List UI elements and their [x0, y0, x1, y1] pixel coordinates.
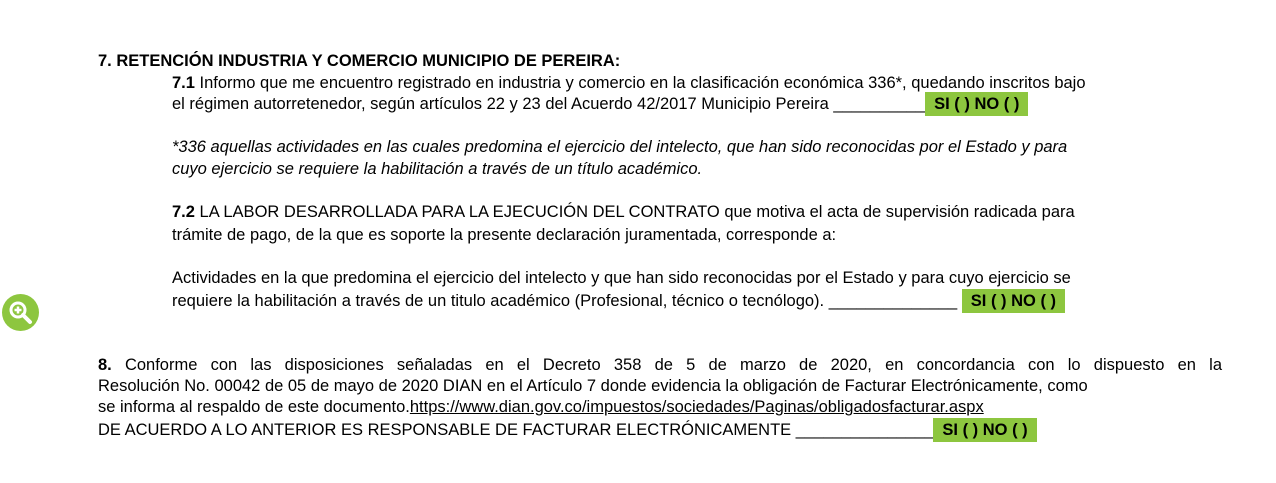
answer-blank[interactable]: ______________ [828, 292, 958, 310]
activities-line-1: Actividades en la que predomina el ejercicio del intelecto y que han sido reconocidas por el Estado y para cuyo ejercicio se [172, 269, 1071, 287]
answer-blank[interactable]: __________ [833, 95, 926, 113]
section-8-text-1: Conforme con las disposiciones señaladas en el Decreto 358 de 5 de marzo de 2020, en concordancia con lo dispuesto en la [111, 356, 1222, 374]
zoom-in-button[interactable] [2, 294, 39, 331]
paragraph-7-1-text-2: el régimen autorretenedor, según artículos 22 y 23 del Acuerdo 42/2017 Municipio Pereira [172, 95, 834, 113]
section-8-line-1 [98, 355, 1222, 376]
yes-no-option-8[interactable]: SI ( ) NO ( ) [933, 418, 1036, 442]
paragraph-7-2-line-1 [172, 202, 1075, 223]
dian-link[interactable]: https://www.dian.gov.co/impuestos/sociedades/Paginas/obligadosfacturar.aspx [409, 398, 984, 416]
section-8-line-3 [98, 397, 984, 418]
section-8-number: 8. [98, 356, 112, 374]
paragraph-7-1-text: Informo que me encuentro registrado en industria y comercio en la clasificación económica 336*, quedando inscritos bajo [194, 74, 1086, 92]
paragraph-7-1-line-2 [172, 92, 1028, 116]
paragraph-7-2-text: LA LABOR DESARROLLADA PARA LA EJECUCIÓN DEL CONTRATO que motiva el acta de supervisión radicada para [194, 203, 1075, 221]
paragraph-7-2-number: 7.2 [172, 203, 195, 221]
activities-text-2: requiere la habilitación a través de un titulo académico (Profesional, técnico o tecnólogo). [172, 292, 829, 310]
paragraph-7-2-line-2: trámite de pago, de la que es soporte la presente declaración juramentada, corresponde a: [172, 226, 837, 244]
yes-no-option-activities[interactable]: SI ( ) NO ( ) [962, 289, 1065, 313]
note-336-line-1: *336 aquellas actividades en las cuales predomina el ejercicio del intelecto, que han sido reconocidas por el Estado y para [172, 138, 1068, 156]
section-8-line-4 [98, 418, 1037, 442]
section-8-text-3: se informa al respaldo de este documento. [98, 398, 410, 416]
section-7-heading: 7. RETENCIÓN INDUSTRIA Y COMERCIO MUNICIPIO DE PEREIRA: [98, 52, 621, 70]
section-8-line-2: Resolución No. 00042 de 05 de mayo de 2020 DIAN en el Artículo 7 donde evidencia la obligación de Facturar Electrónicamente, como [98, 377, 1088, 395]
activities-line-2 [172, 289, 1065, 313]
paragraph-7-1-line-1 [172, 73, 1086, 94]
section-8-text-4: DE ACUERDO A LO ANTERIOR ES RESPONSABLE DE FACTURAR ELECTRÓNICAMENTE [98, 421, 796, 439]
answer-blank[interactable]: _______________ [795, 421, 934, 439]
zoom-in-icon [7, 299, 35, 327]
paragraph-7-1-number: 7.1 [172, 74, 195, 92]
yes-no-option-7-1[interactable]: SI ( ) NO ( ) [925, 92, 1028, 116]
note-336-line-2: cuyo ejercicio se requiere la habilitación a través de un título académico. [172, 160, 703, 178]
